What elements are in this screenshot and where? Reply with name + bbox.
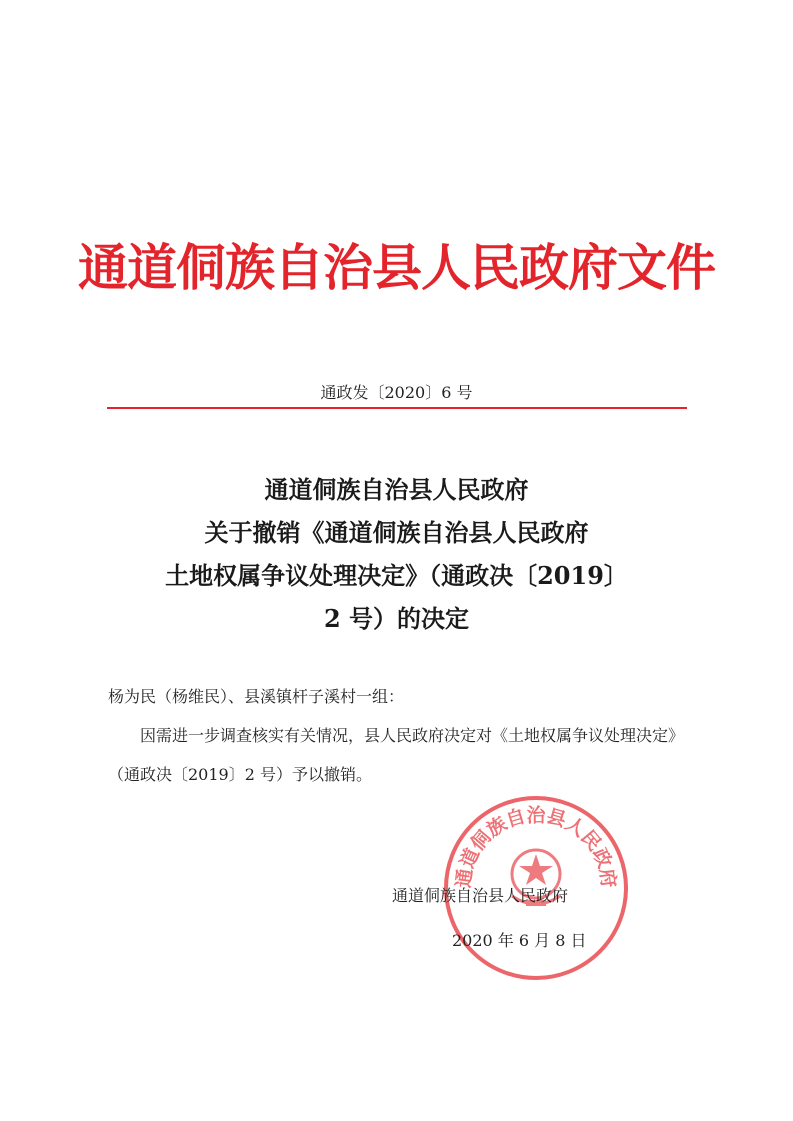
title-line-4: 2 号）的决定: [323, 604, 470, 633]
signer-organization: 通道侗族自治县人民政府: [392, 886, 569, 905]
document-title: [0, 468, 793, 640]
body-paragraph: 因需进一步调查核实有关情况，县人民政府决定对《土地权属争议处理决定》（通政决〔2019〕2 号）予以撤销。: [108, 726, 685, 784]
title-line-2: 关于撤销《通道侗族自治县人民政府: [204, 518, 589, 547]
document-number: 通政发〔2020〕6 号: [320, 383, 473, 402]
title-line-3: 土地权属争议处理决定》（通政决〔2019〕: [165, 561, 628, 590]
issue-date: 2020 年 6 月 8 日: [452, 931, 587, 950]
document-body: [108, 677, 696, 794]
masthead-title: 通道侗族自治县人民政府文件: [78, 239, 715, 297]
seal-arc-text: 通道侗族自治县人民政府: [452, 804, 620, 890]
red-divider-line: [107, 407, 687, 409]
addressee: 杨为民（杨维民）、县溪镇杆子溪村一组：: [108, 687, 405, 706]
title-line-1: 通道侗族自治县人民政府: [264, 475, 529, 504]
